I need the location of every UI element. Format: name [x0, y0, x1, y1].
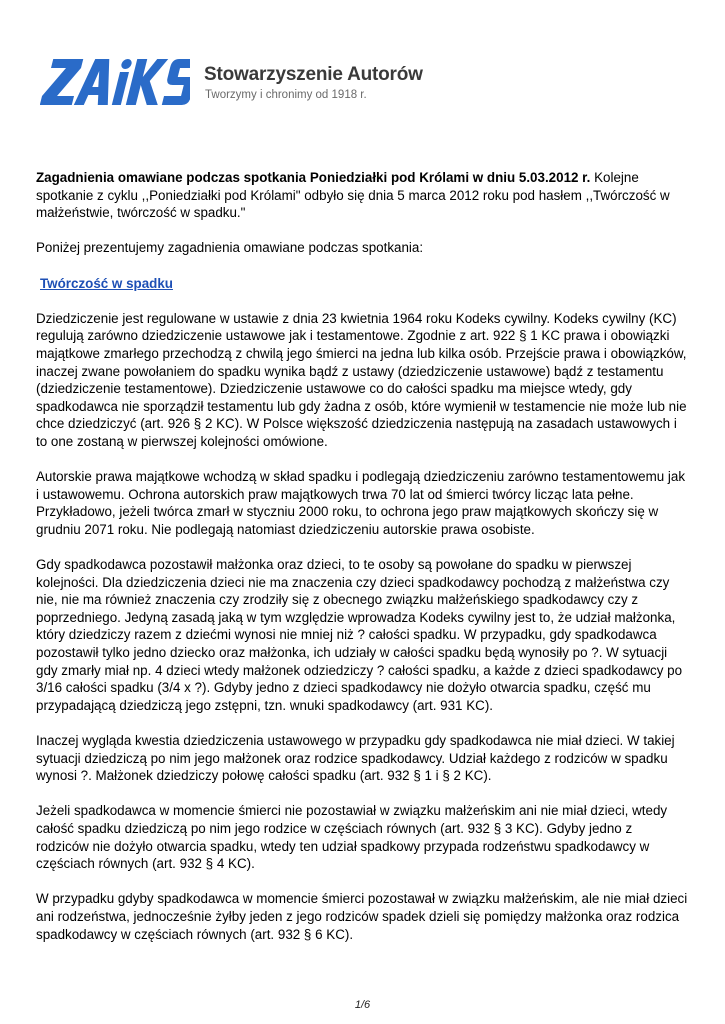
- lead-paragraph: Poniżej prezentujemy zagadnienia omawiane podczas spotkania:: [36, 240, 424, 256]
- page-number: 1/6: [354, 999, 371, 1011]
- paragraph-rodzice: Jeżeli spadkodawca w momencie śmierci nie pozostawiał w związku małżeńskim ani nie miał dzieci, wtedy całość spadku dziedziczą po nim jego rodzice w częściach równych (art. 932 § 3 KC). Gdyby jedno z rodziców nie dożyło otwarcia spadku, wtedy ten udział spadkowy przypada rodzeństwu spadkodawcy w częściach równych (art. 932 § 4 KC).: [36, 803, 668, 872]
- paragraph-autorskie-prawa: Autorskie prawa majątkowe wchodzą w skład spadku i podlegają dziedziczeniu zarówno testamentowemu jak i ustawowemu. Ochrona autorskich praw majątkowych trwa 70 lat od śmierci twórcy licząc lata pełne. Przykładowo, jeżeli twórca zmarł w styczniu 2000 roku, to ochrona jego praw majątkowych skończy się w grudniu 2071 roku. Nie podlegają natomiast dziedziczeniu autorskie prawa osobiste.: [36, 469, 686, 537]
- section-link-tworczosc-w-spadku[interactable]: Twórczość w spadku: [40, 275, 173, 291]
- paragraph-malzonek-rodzic: W przypadku gdyby spadkodawca w momencie śmierci pozostawał w związku małżeńskim, ale nie miał dzieci ani rodzeństwa, jednocześnie żyłby jeden z jego rodziców spadek dzieli się pomiędzy małżonka oraz rodzica spadkodawcy w częściach równych (art. 932 § 6 KC).: [36, 891, 688, 942]
- zaiks-logo: [40, 56, 190, 108]
- organization-name: Stowarzyszenie Autorów: [204, 64, 423, 85]
- organization-tagline: Tworzymy i chronimy od 1918 r.: [205, 89, 367, 101]
- paragraph-malzonek-dzieci: Gdy spadkodawca pozostawił małżonka oraz dzieci, to te osoby są powołane do spadku w pierwszej kolejności. Dla dziedziczenia dzieci nie ma znaczenia czy dzieci spadkodawcy pochodzą z małżeństwa czy nie, nie ma również znaczenia czy zrodziły się z obecnego związku małżeńskiego spadkodawcy czy z poprzedniego. Jedyną zasadą jaką w tym względzie wprowadza Kodeks cywilny jest to, że udział małżonka, który dziedziczy razem z dziećmi wynosi nie mniej niż ? całości spadku. W przypadku, gdy spadkodawca pozostawił tylko jedno dziecko oraz małżonka, ich udziały w całości spadku będą wynosiły po ?. W sytuacji gdy zmarły miał np. 4 dzieci wtedy małżonek odziedziczy ? całości spadku, a każde z dzieci spadkodawcy po 3/16 całości spadku (3/4 x ?). Gdyby jedno z dzieci spadkodawcy nie dożyło otwarcia spadku, część mu przypadającą dziedziczą jego zstępni, tzn. wnuki spadkodawcy (art. 931 KC).: [36, 557, 683, 713]
- intro-text: Kolejne spotkanie z cyklu ,,Poniedziałki pod Królami" odbyło się dnia 5 marca 2012 roku pod hasłem ,,Twórczość w małżeństwie, twórczość w spadku.": [36, 170, 670, 221]
- intro-paragraph: [36, 169, 688, 222]
- paragraph-dziedziczenie: Dziedziczenie jest regulowane w ustawie z dnia 23 kwietnia 1964 roku Kodeks cywilny. Kodeks cywilny (KC) regulują zarówno dziedziczenie ustawowe jak i testamentowe. Zgodnie z art. 922 § 1 KC prawa i obowiązki majątkowe zmarłego przechodzą z chwilą jego śmierci na jedna lub kilka osób. Przejście prawa i obowiązków, inaczej zwane powołaniem do spadku wynika bądź z ustawy (dziedziczenie ustawowe) bądź z testamentu (dziedziczenie testamentowe). Dziedziczenie ustawowe co do całości spadku ma miejsce wtedy, gdy spadkodawca nie sporządził testamentu lub gdy żadna z osób, które wymienił w testamencie nie może lub nie chce dziedziczyć (art. 926 § 2 KC). W Polsce większość dziedziczenia następują na zasadach ustawowych i to one zostaną w pierwszej kolejności omówione.: [36, 310, 687, 449]
- paragraph-bez-dzieci: Inaczej wygląda kwestia dziedziczenia ustawowego w przypadku gdy spadkodawca nie miał dzieci. W takiej sytuacji dziedziczą po nim jego małżonek oraz rodzice spadkodawcy. Udział każdego z rodziców w spadku wynosi ?. Małżonek dziedziczy połowę całości spadku (art. 932 § 1 i § 2 KC).: [36, 733, 675, 784]
- article-body: [36, 169, 688, 961]
- section-link-row: [36, 275, 688, 293]
- intro-heading: Zagadnienia omawiane podczas spotkania Poniedziałki pod Królami w dniu 5.03.2012 r.: [36, 170, 591, 185]
- page-header: [40, 56, 460, 112]
